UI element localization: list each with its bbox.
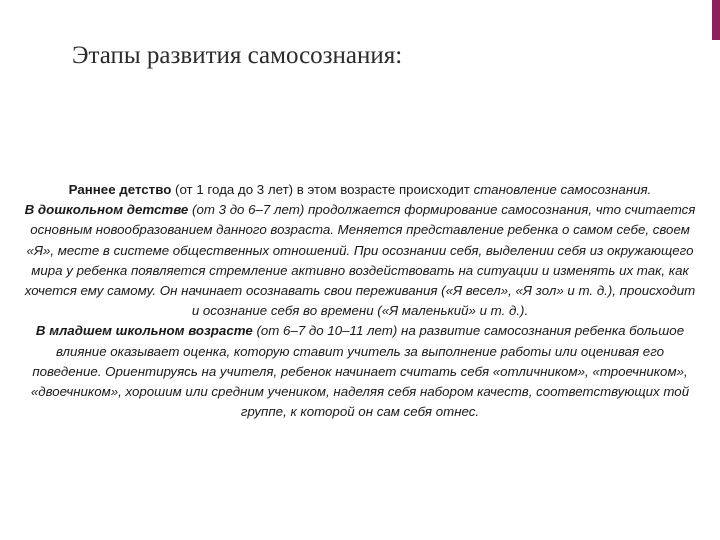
early-childhood-heading: Раннее детство	[68, 182, 172, 197]
paragraph-preschool	[20, 200, 700, 321]
early-childhood-emphasis: становление самосознания.	[473, 182, 652, 197]
paragraph-primary-school	[20, 321, 700, 422]
slide-title: Этапы развития самосознания:	[72, 42, 403, 69]
primary-school-heading: В младшем школьном возрасте	[35, 323, 253, 339]
paragraph-early-childhood	[20, 180, 700, 200]
primary-school-text: (от 6–7 до 10–11 лет) на развитие самосознания ребенка большое влияние оказывает оценка, которую ставит учитель за выполнение работы или оценивая его поведение. Ориентируясь на учителя, ребенок начинает считать себя «отличником», «троечником», «двоечником», хорошим или средним учеником, наделяя себя набором качеств, соответствующих той группе, к которой он сам себя отнес.	[30, 323, 690, 420]
accent-bar	[712, 0, 720, 40]
early-childhood-text: (от 1 года до 3 лет) в этом возрасте происходит	[171, 182, 474, 197]
preschool-heading: В дошкольном детстве	[24, 202, 189, 218]
preschool-text: (от 3 до 6–7 лет) продолжается формирование самосознания, что считается основным новообразованием данного возраста. Меняется представление ребенка о самом себе, своем «Я», месте в системе общественных отношений. При осознании себя, выделении себя из окружающего мира у ребенка появляется стремление активно воздействовать на ситуации и изменять их так, как хочется ему самому. Он начинает осознавать свои переживания («Я весел», «Я зол» и т. д.), происходит и осознание себя во времени («Я маленький» и т. д.).	[24, 202, 696, 319]
slide-body	[20, 180, 700, 422]
